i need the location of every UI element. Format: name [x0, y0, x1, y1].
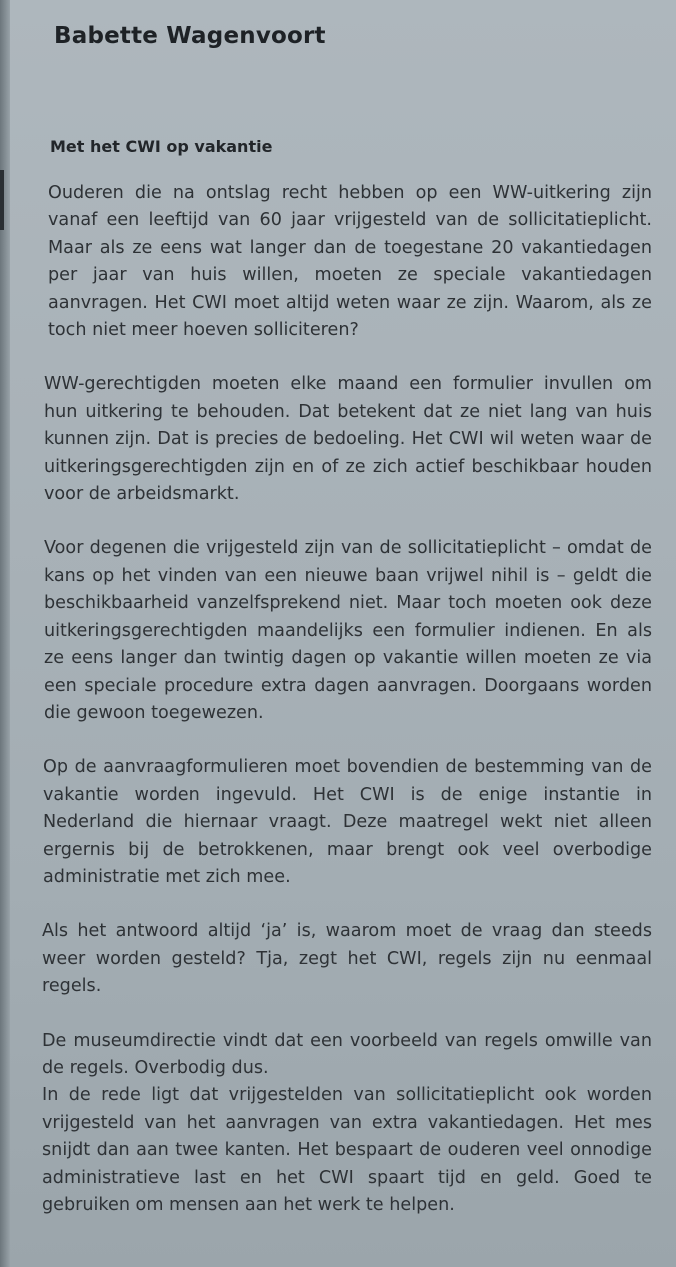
article-title: Met het CWI op vakantie — [50, 137, 273, 156]
paragraph-6: De museumdirectie vindt dat een voorbeeld van regels omwille van de regels. Overbodig dus. — [42, 1030, 652, 1078]
paragraph-4: Op de aanvraagformulieren moet bovendien de bestemming van de vakantie worden ingevuld. Het CWI is de enige instantie in Nederland die hiernaar vraagt. Deze maatregel wekt niet alleen ergernis bij de betrokkenen, maar brengt ook veel overbodige administratie met zich mee. — [43, 757, 652, 887]
panel-edge-notch — [0, 170, 4, 230]
paragraph-1: Ouderen die na ontslag recht hebben op een WW-uitkering zijn vanaf een leeftijd van 60 jaar vrijgesteld van de sollicitatieplicht. Maar als ze eens wat langer dan de toegestane 20 vakantiedagen per jaar van huis willen, moeten ze speciale vakantiedagen aanvragen. Het CWI moet altijd weten waar ze zijn. Waarom, als ze toch niet meer hoeven solliciteren? — [48, 183, 652, 341]
paragraph-3: Voor degenen die vrijgesteld zijn van de sollicitatieplicht – omdat de kans op het vinden van een nieuwe baan vrijwel nihil is – geldt die beschikbaarheid vanzelfsprekend niet. Maar toch moeten ook deze uitkeringsgerechtigden maandelijks een formulier indienen. En als ze eens langer dan twintig dagen op vakantie willen moeten ze via een speciale procedure extra dagen aanvragen. Doorgaans worden die gewoon toegewezen. — [44, 538, 652, 723]
paragraph-5: Als het antwoord altijd ‘ja’ is, waarom moet de vraag dan steeds weer worden gesteld? Tja, zegt het CWI, regels zijn nu eenmaal regels. — [42, 921, 652, 997]
paragraph-7: In de rede ligt dat vrijgestelden van sollicitatieplicht ook worden vrijgesteld van het aanvragen van extra vakantiedagen. Het mes snijdt dan aan twee kanten. Het bespaart de ouderen veel onnodige administratieve last en het CWI spaart tijd en geld. Goed te gebruiken om mensen aan het werk te helpen. — [42, 1085, 652, 1215]
author-name: Babette Wagenvoort — [54, 23, 326, 49]
paragraph-2: WW-gerechtigden moeten elke maand een formulier invullen om hun uitkering te behouden. Dat betekent dat ze niet lang van huis kunnen zijn. Dat is precies de bedoeling. Het CWI wil weten waar de uitkeringsgerechtigden zijn en of ze zich actief beschikbaar houden voor de arbeidsmarkt. — [44, 374, 652, 505]
article — [44, 18, 652, 1219]
